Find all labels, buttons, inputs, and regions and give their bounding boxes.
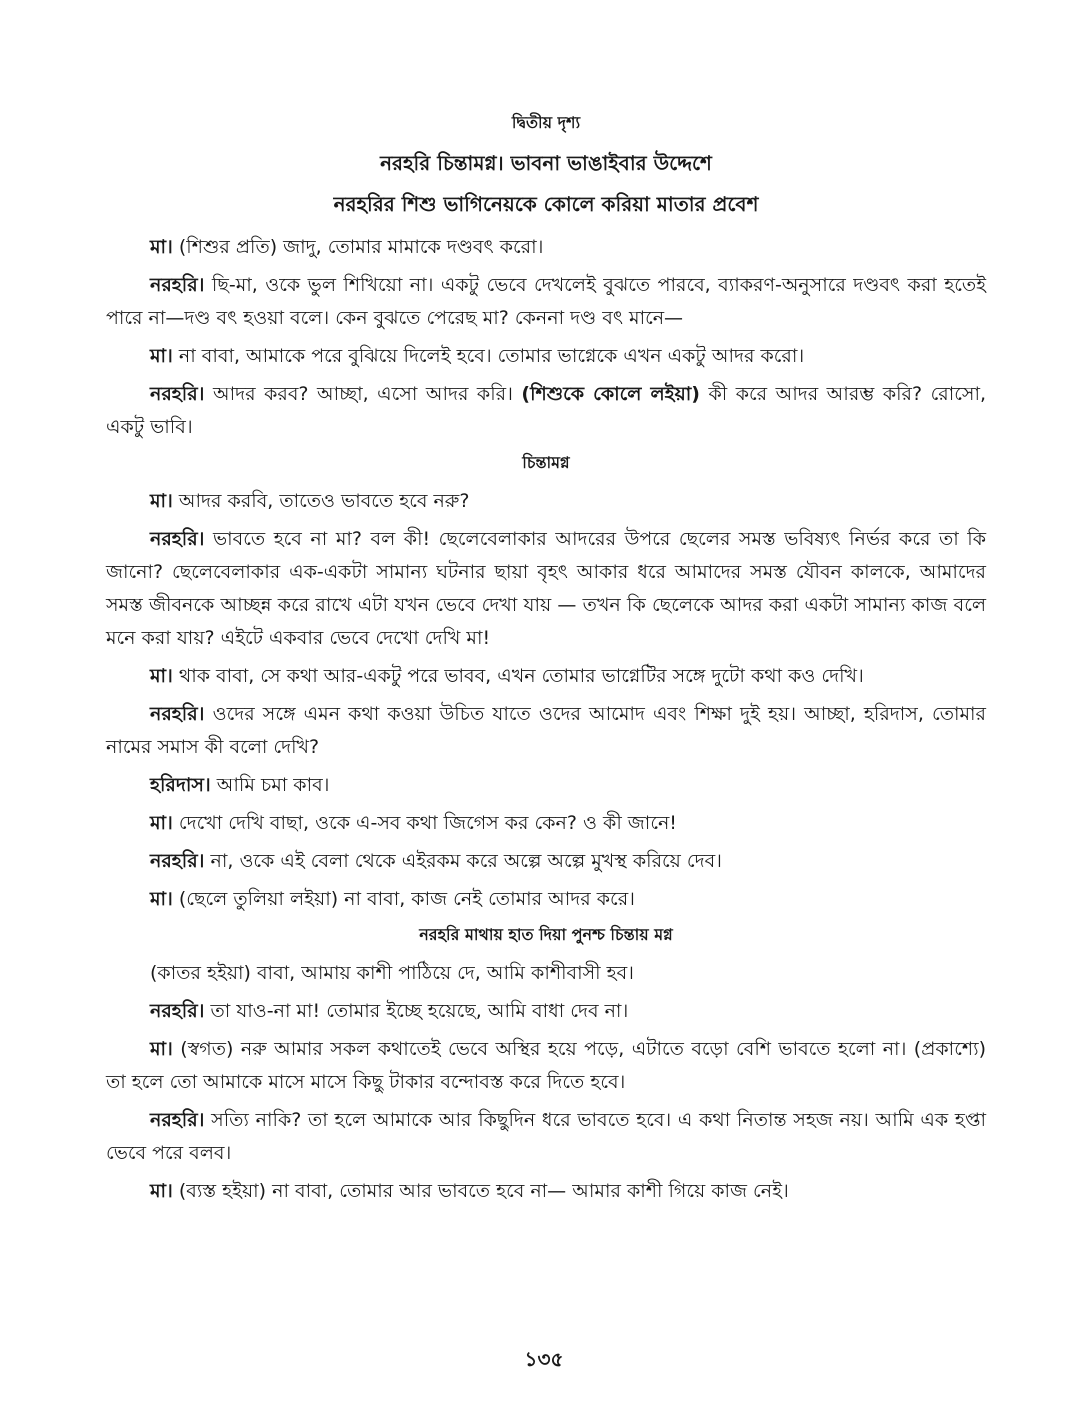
speaker-name: নরহরি।	[150, 703, 205, 725]
dialogue-text: (শিশুর প্রতি) জাদু, তোমার মামাকে দণ্ডবৎ করো।	[172, 236, 544, 258]
dialogue-line	[106, 485, 986, 518]
dialogue-line	[106, 845, 986, 878]
dialogue-line	[106, 523, 986, 655]
dialogue-line	[106, 660, 986, 693]
dialogue-text: ওদের সঙ্গে এমন কথা কওয়া উচিত যাতে ওদের আমোদ এবং শিক্ষা দুই হয়। আচ্ছা, হরিদাস, তোমার নামের সমাস কী বলো দেখি?	[106, 703, 986, 758]
speaker-name: মা।	[150, 1038, 173, 1060]
stage-direction: নরহরি মাথায় হাত দিয়া পুনশ্চ চিন্তায় মগ্ন	[419, 925, 673, 944]
dialogue-text: আদর করব? আচ্ছা, এসো আদর করি।	[204, 383, 522, 405]
speaker-name: নরহরি।	[150, 850, 205, 872]
dialogue-text: (ছেলে তুলিয়া লইয়া) না বাবা, কাজ নেই তোমার আদর করে।	[172, 888, 635, 910]
speaker-name: মা।	[150, 236, 173, 258]
dialogue-text: ছি-মা, ওকে ভুল শিখিয়ো না। একটু ভেবে দেখলেই বুঝতে পারবে, ব্যাকরণ-অনুসারে দণ্ডবৎ করা হতেই পারে না—দণ্ড বৎ হওয়া বলে। কেন বুঝতে পেরেছ মা? কেননা দণ্ড বৎ মানে—	[106, 274, 986, 329]
dialogue-line	[106, 378, 986, 444]
speaker-name: মা।	[150, 1180, 173, 1202]
dialogue-line	[106, 1033, 986, 1099]
speaker-name: নরহরি।	[150, 1000, 205, 1022]
scene-title: দ্বিতীয় দৃশ্য	[511, 113, 581, 132]
stage-direction: চিন্তামগ্ন	[522, 453, 570, 472]
speaker-name: মা।	[150, 888, 173, 910]
speaker-name: মা।	[150, 345, 173, 367]
dialogue-line	[106, 957, 986, 990]
page-body	[106, 110, 986, 1213]
page-number: ১৩৫	[524, 1347, 564, 1371]
dialogue-text: আদর করবি, তাতেও ভাবতে হবে নরু?	[172, 490, 470, 512]
dialogue-text: ভাবতে হবে না মা? বল কী! ছেলেবেলাকার আদরের উপরে ছেলের সমস্ত ভবিষ্যৎ নির্ভর করে তা কি জানো? ছেলেবেলাকার এক-একটা সামান্য ঘটনার ছায়া বৃহৎ আকার ধরে আমাদের সমস্ত যৌবন কালকে, আমাদের সমস্ত জীবনকে আচ্ছন্ন করে রাখে এটা যখন ভেবে দেখা যায় — তখন কি ছেলেকে আদর করা একটা সামান্য কাজ বলে মনে করা যায়? এইটে একবার ভেবে দেখো দেখি মা!	[106, 528, 986, 649]
speaker-name: মা।	[150, 665, 173, 687]
dialogue-text: কী করে আদর আরম্ভ করি? রোসো, একটু ভাবি।	[106, 383, 986, 438]
dialogue-text: থাক বাবা, সে কথা আর-একটু পরে ভাবব, এখন তোমার ভাগ্নেটির সঙ্গে দুটো কথা কও দেখি।	[172, 665, 864, 687]
speaker-name: নরহরি।	[150, 1109, 205, 1131]
dialogue-text: (স্বগত) নরু আমার সকল কথাতেই ভেবে অস্থির হয়ে পড়ে, এটাতে বড়ো বেশি ভাবতে হলো না। (প্রকাশ্যে) তা হলে তো আমাকে মাসে মাসে কিছু টাকার বন্দোবস্ত করে দিতে হবে।	[106, 1038, 986, 1093]
speaker-name: মা।	[150, 490, 173, 512]
dialogue-line	[106, 1175, 986, 1208]
dialogue-line	[106, 769, 986, 802]
speaker-name: নরহরি।	[150, 274, 205, 296]
dialogue-line	[106, 995, 986, 1028]
dialogue-text: না বাবা, আমাকে পরে বুঝিয়ে দিলেই হবে। তোমার ভাগ্নেকে এখন একটু আদর করো।	[172, 345, 805, 367]
dialogue-text: তা যাও-না মা! তোমার ইচ্ছে হয়েছে, আমি বাধা দেব না।	[204, 1000, 629, 1022]
dialogue-text: (ব্যস্ত হইয়া) না বাবা, তোমার আর ভাবতে হবে না— আমার কাশী গিয়ে কাজ নেই।	[172, 1180, 789, 1202]
dialogue-text: সত্যি নাকি? তা হলে আমাকে আর কিছুদিন ধরে ভাবতে হবে। এ কথা নিতান্ত সহজ নয়। আমি এক হপ্তা ভেবে পরে বলব।	[106, 1109, 986, 1164]
speaker-name: নরহরি।	[150, 383, 205, 405]
dialogue-line	[106, 269, 986, 335]
dialogue-text: দেখো দেখি বাছা, ওকে এ-সব কথা জিগেস কর কেন? ও কী জানে!	[172, 812, 677, 834]
dialogue-line	[106, 231, 986, 264]
dialogue-line	[106, 698, 986, 764]
dialogue-line	[106, 883, 986, 916]
dialogue-line	[106, 807, 986, 840]
dialogue-line	[106, 340, 986, 373]
speaker-name: হরিদাস।	[150, 774, 211, 796]
stage-direction-inline: (শিশুকে কোলে লইয়া)	[521, 383, 700, 405]
dialogue-line	[106, 1104, 986, 1170]
speaker-name: মা।	[150, 812, 173, 834]
heading-line: নরহরি চিন্তামগ্ন। ভাবনা ভাঙাইবার উদ্দেশে	[380, 151, 712, 175]
dialogue-text: (কাতর হইয়া) বাবা, আমায় কাশী পাঠিয়ে দে, আমি কাশীবাসী হব।	[150, 962, 634, 984]
dialogue-text: না, ওকে এই বেলা থেকে এইরকম করে অল্পে অল্পে মুখস্থ করিয়ে দেব।	[204, 850, 722, 872]
dialogue-text: আমি চমা কাব।	[210, 774, 330, 796]
speaker-name: নরহরি।	[150, 528, 205, 550]
heading-line: নরহরির শিশু ভাগিনেয়কে কোলে করিয়া মাতার প্রবেশ	[333, 192, 759, 216]
